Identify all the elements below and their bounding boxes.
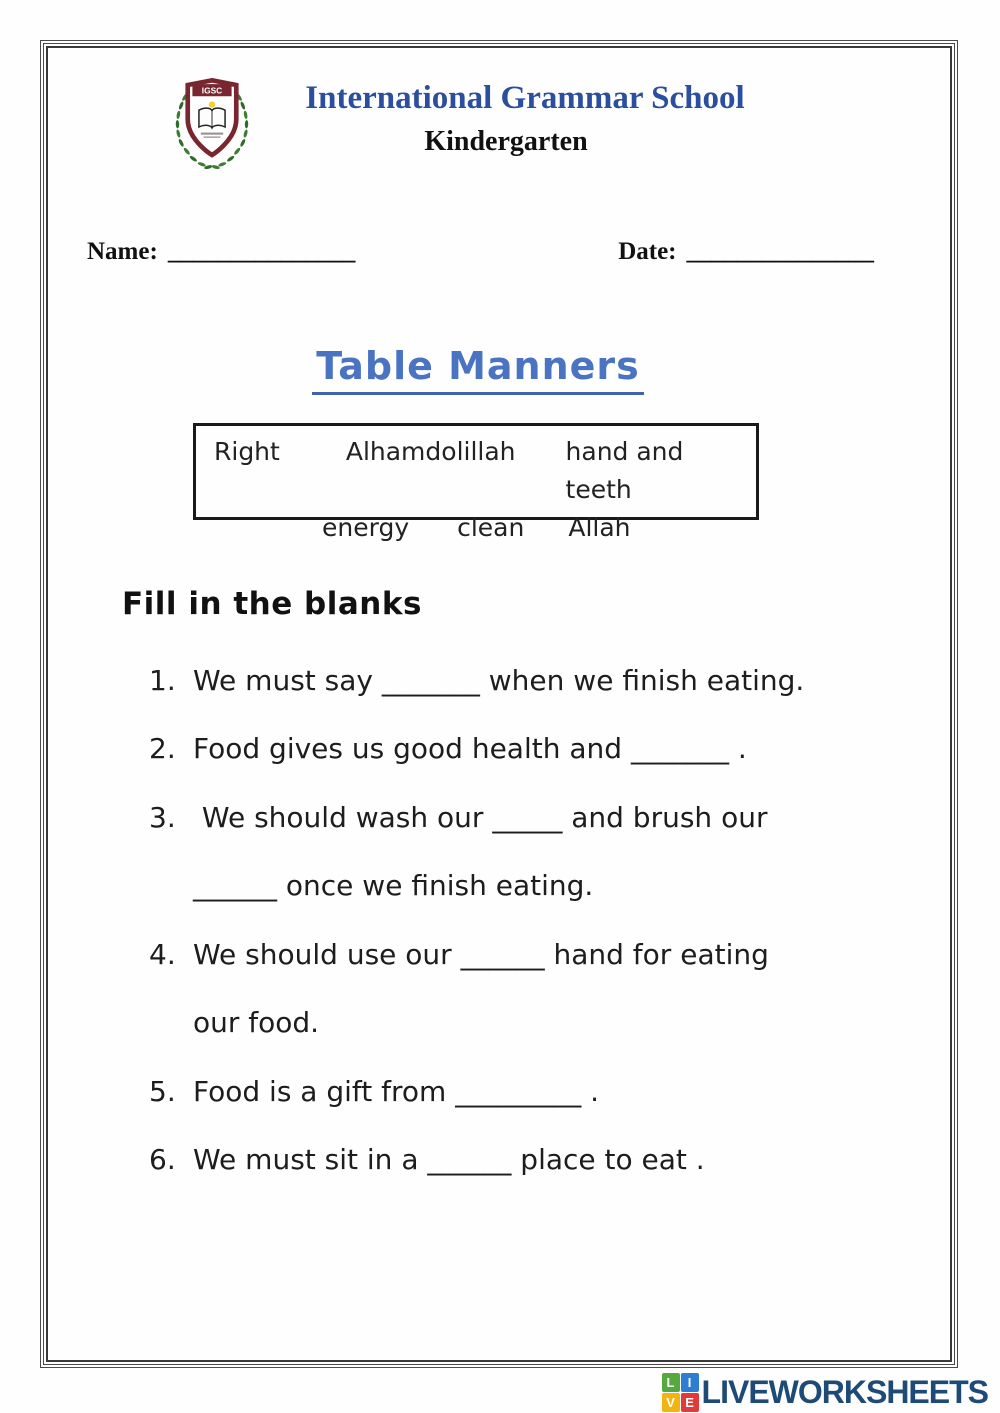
worksheet-title: Table Manners	[312, 344, 644, 395]
school-name: International Grammar School	[305, 80, 745, 116]
question-number: 1.	[149, 663, 176, 697]
question-line	[149, 715, 932, 784]
page-border-frame-inner	[46, 46, 952, 1362]
page-border-frame-middle	[43, 43, 955, 1365]
name-blank-line: _______________	[167, 238, 356, 265]
date-label: Date:	[618, 238, 677, 265]
worksheet-title-wrap	[48, 344, 908, 395]
question-number: 3.	[149, 800, 176, 834]
question-number: 6.	[149, 1143, 176, 1177]
liveworksheets-squares-icon	[662, 1373, 699, 1412]
date-field	[618, 238, 874, 266]
questions-list	[149, 646, 932, 1194]
name-date-row	[87, 238, 874, 266]
logo-letter-v: V	[662, 1393, 680, 1412]
question-text: our food.	[193, 1006, 320, 1040]
question-line	[149, 646, 932, 715]
word-bank-word: Right	[214, 437, 280, 466]
date-blank-line: _______________	[686, 238, 874, 265]
word-bank-row-2	[196, 509, 756, 547]
question-text: Food gives us good health and _______ .	[193, 732, 747, 766]
question-text: ______ once we finish eating.	[193, 869, 594, 903]
liveworksheets-logo[interactable]	[662, 1373, 988, 1412]
name-field	[87, 238, 355, 266]
question-line-continuation	[149, 852, 932, 921]
question-text: We must say _______ when we finish eating.	[193, 663, 805, 697]
word-bank-word: Allah	[568, 513, 631, 542]
question-line-continuation	[149, 989, 932, 1058]
page-border-frame	[40, 40, 958, 1368]
question-line	[149, 783, 932, 852]
liveworksheets-wordmark: LIVEWORKSHEETS	[701, 1374, 988, 1410]
word-bank-word: clean	[457, 513, 525, 542]
grade-subtitle: Kindergarten	[424, 126, 588, 157]
word-bank-box	[193, 423, 759, 542]
question-line	[149, 920, 932, 989]
logo-letter-l: L	[662, 1373, 680, 1392]
crest-monogram: IGSC	[201, 85, 223, 96]
question-text: We should use our ______ hand for eating	[193, 937, 769, 971]
logo-letter-e: E	[681, 1393, 699, 1412]
word-bank-word: Alhamdolillah	[345, 437, 516, 466]
question-line	[149, 1126, 932, 1195]
question-number: 2.	[149, 732, 176, 766]
section-heading: Fill in the blanks	[122, 586, 422, 622]
logo-letter-i: I	[681, 1373, 699, 1392]
question-number: 5.	[149, 1074, 176, 1108]
word-bank-row-1	[196, 426, 756, 509]
question-text: Food is a gift from _________ .	[193, 1074, 600, 1108]
word-bank-word: energy	[322, 513, 410, 542]
question-line	[149, 1057, 932, 1126]
question-text: We must sit in a ______ place to eat .	[193, 1143, 705, 1177]
word-bank-word: hand and teeth	[565, 437, 684, 504]
question-number: 4.	[149, 937, 176, 971]
name-label: Name:	[87, 238, 158, 265]
question-text: We should wash our _____ and brush our	[193, 800, 768, 834]
